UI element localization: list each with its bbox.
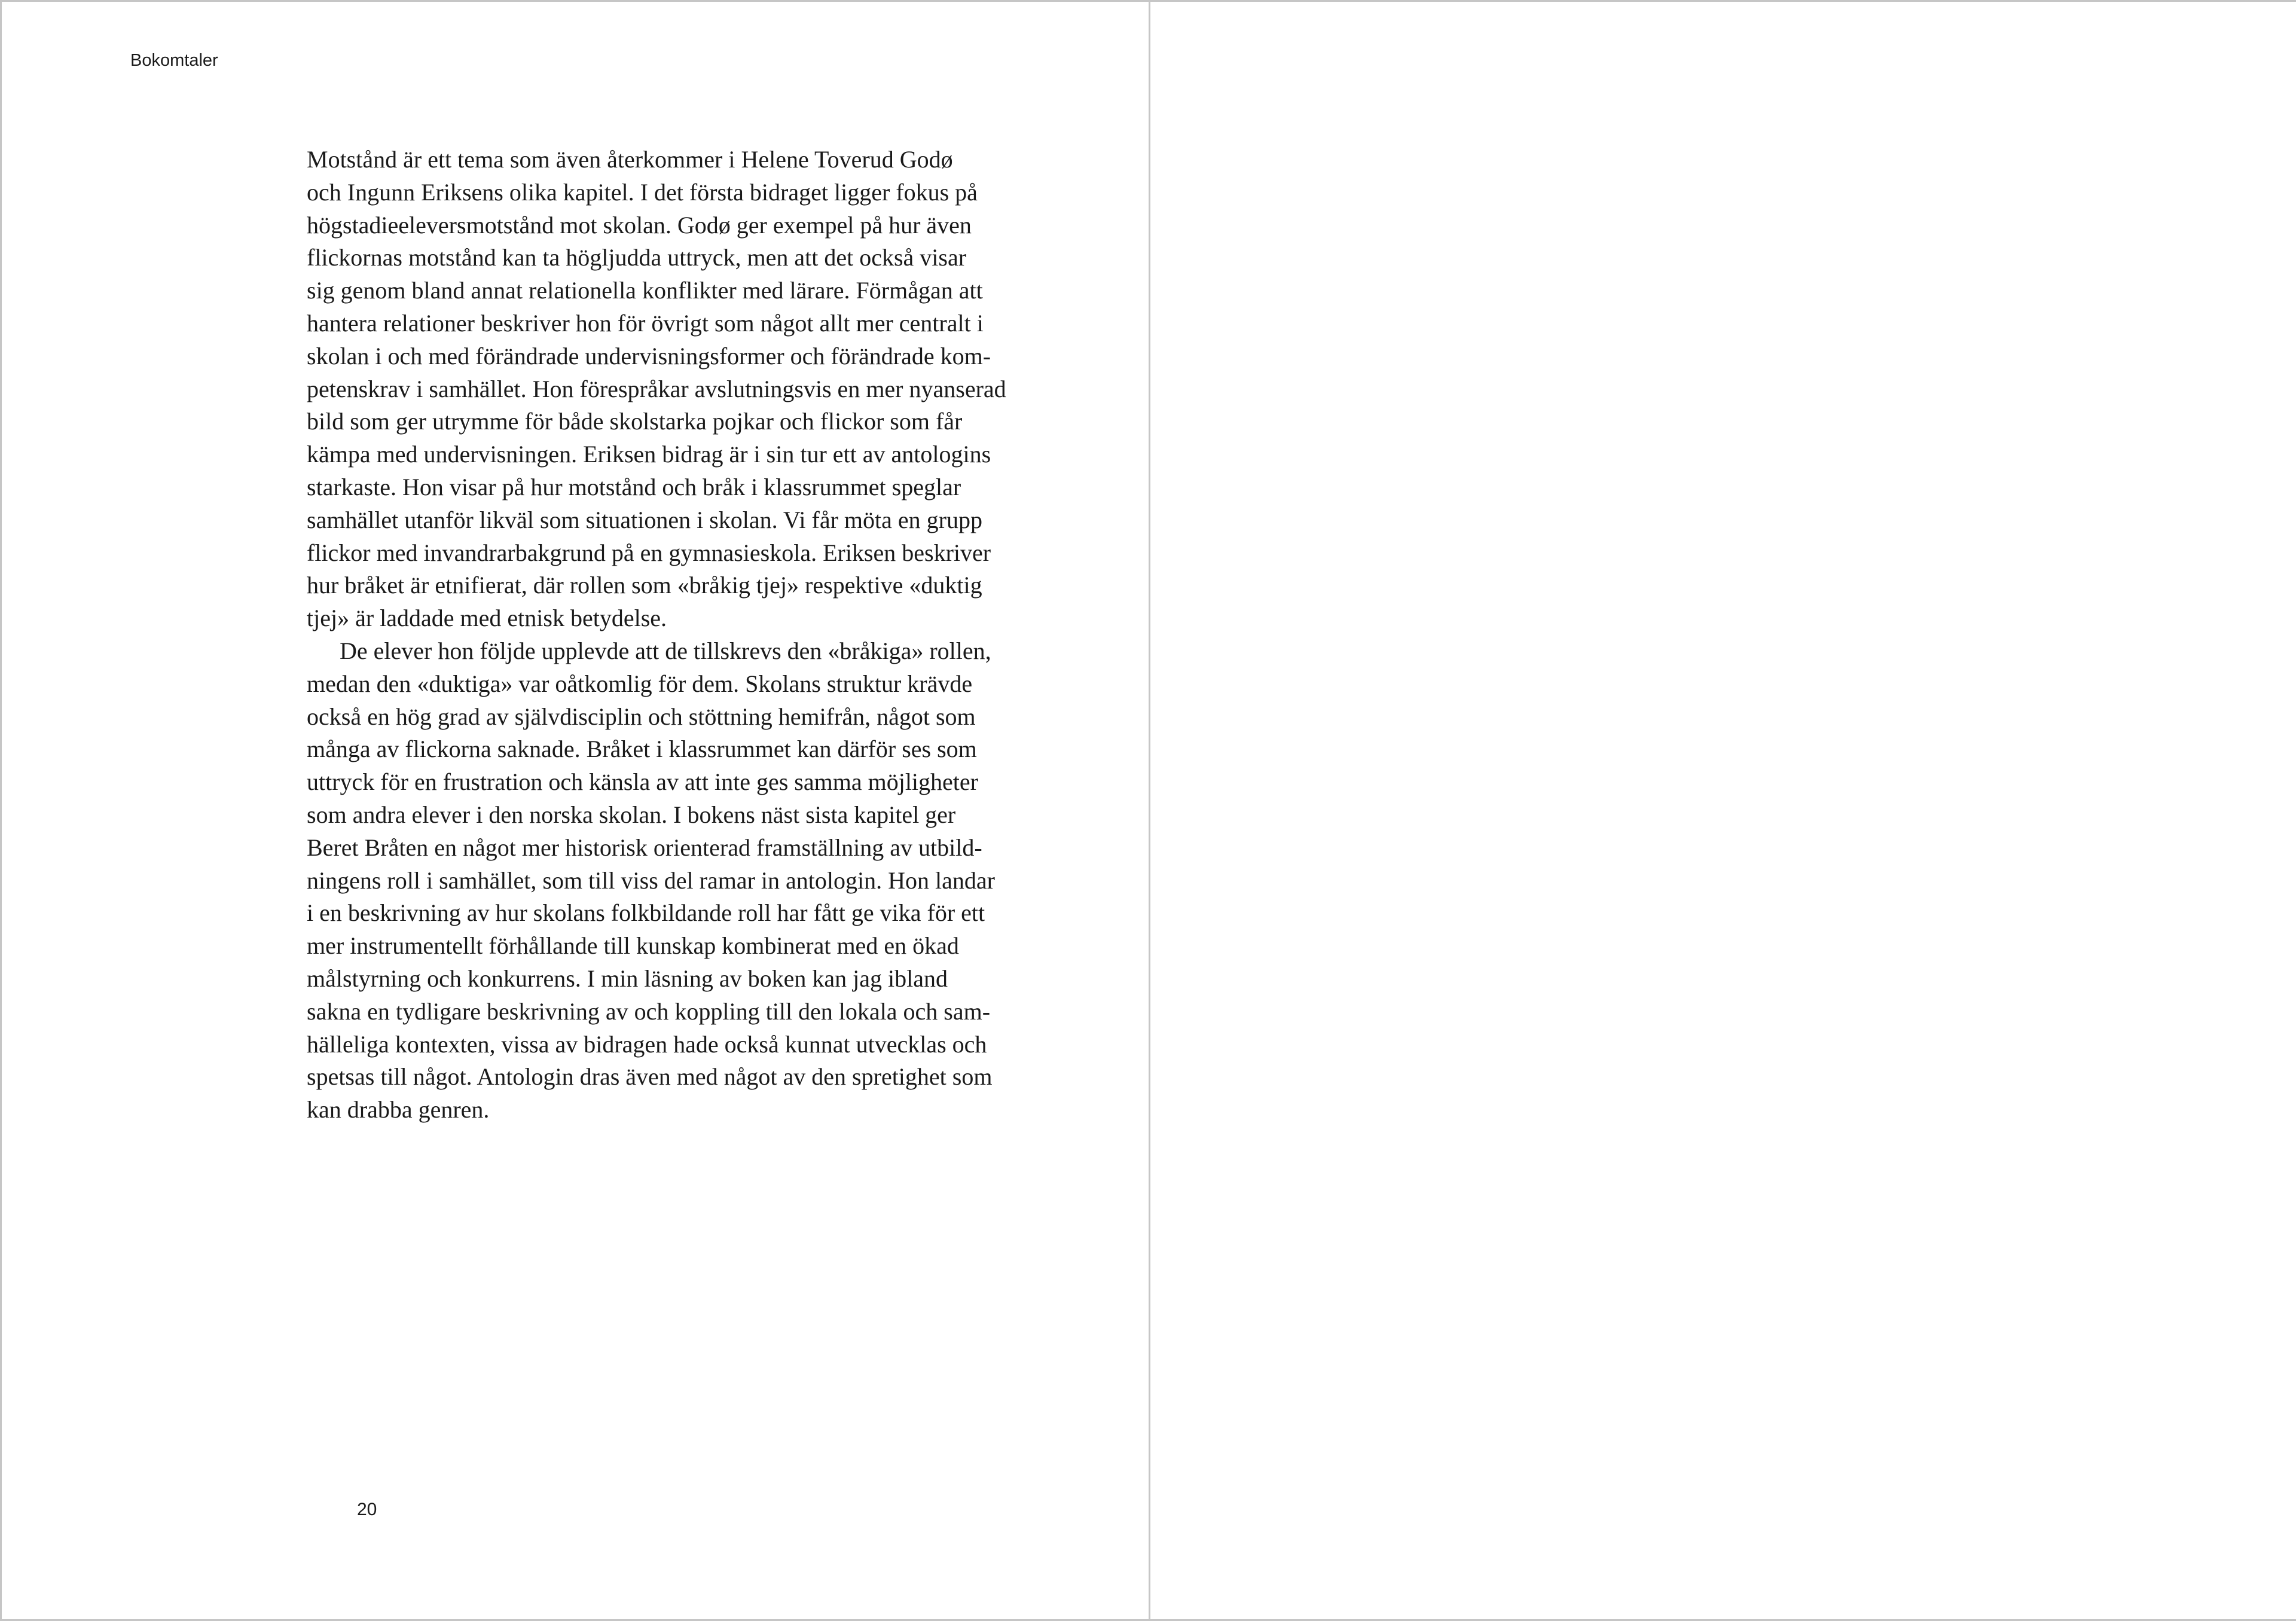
paragraph [307,635,1048,1127]
right-page [1150,2,2296,1619]
text-line: flickornas motstånd kan ta högljudda uttryck, men att det också visar [307,244,967,271]
left-page [2,2,1149,1619]
text-line: ningens roll i samhället, som till viss del ramar in antologin. Hon landar [307,866,995,894]
text-line: spetsas till något. Antologin dras även med något av den spretighet som [307,1063,993,1091]
text-line: De elever hon följde upplevde att de tillskrevs den «bråkiga» rollen, [340,637,991,664]
text-line: Beret Bråten en något mer historisk orienterad framställning av utbild- [307,834,982,861]
text-line: skolan i och med förändrade undervisningsformer och förändrade kom- [307,342,991,370]
text-line: sakna en tydligare beskrivning av och koppling till den lokala och sam- [307,997,991,1025]
text-line: kan drabba genren. [307,1096,490,1124]
text-line: hälleliga kontexten, vissa av bidragen hade också kunnat utvecklas och [307,1030,987,1058]
text-line: målstyrning och konkurrens. I min läsning av boken kan jag ibland [307,964,948,992]
text-line: tjej» är laddade med etnisk betydelse. [307,605,667,632]
body-text [307,144,1048,1127]
text-line: hur bråket är etnifierat, där rollen som «bråkig tjej» respektive «duktig [307,572,982,599]
running-head: Bokomtaler [130,51,218,70]
text-line: mer instrumentellt förhållande till kunskap kombinerat med en ökad [307,932,959,960]
text-line: starkaste. Hon visar på hur motstånd och bråk i klassrummet speglar [307,473,961,500]
text-line: flickor med invandrarbakgrund på en gymnasieskola. Eriksen beskriver [307,539,991,566]
text-line: sig genom bland annat relationella konflikter med lärare. Förmågan att [307,277,983,304]
text-line: hantera relationer beskriver hon för övrigt som något allt mer centralt i [307,309,984,337]
text-line: också en hög grad av självdisciplin och stöttning hemifrån, något som [307,703,976,730]
text-line: petenskrav i samhället. Hon förespråkar avslutningsvis en mer nyanserad [307,375,1006,402]
page-number: 20 [357,1500,377,1519]
text-line: medan den «duktiga» var oåtkomlig för dem. Skolans struktur krävde [307,670,973,697]
text-line: bild som ger utrymme för både skolstarka pojkar och flickor som får [307,408,963,435]
text-line: kämpa med undervisningen. Eriksen bidrag är i sin tur ett av antologins [307,441,991,468]
text-line: många av flickorna saknade. Bråket i klassrummet kan därför ses som [307,735,977,763]
text-line: högstadieeleversmotstånd mot skolan. Godø ger exempel på hur även [307,211,972,239]
text-line: som andra elever i den norska skolan. I bokens näst sista kapitel ger [307,801,956,828]
text-line: och Ingunn Eriksens olika kapitel. I det första bidraget ligger fokus på [307,178,978,206]
text-line: Motstånd är ett tema som även återkommer i Helene Toverud Godø [307,146,953,173]
paragraph [307,144,1048,635]
text-line: uttryck för en frustration och känsla av att inte ges samma möjligheter [307,768,978,796]
text-line: samhället utanför likväl som situationen i skolan. Vi får möta en grupp [307,506,982,533]
text-line: i en beskrivning av hur skolans folkbildande roll har fått ge vika för ett [307,899,985,927]
